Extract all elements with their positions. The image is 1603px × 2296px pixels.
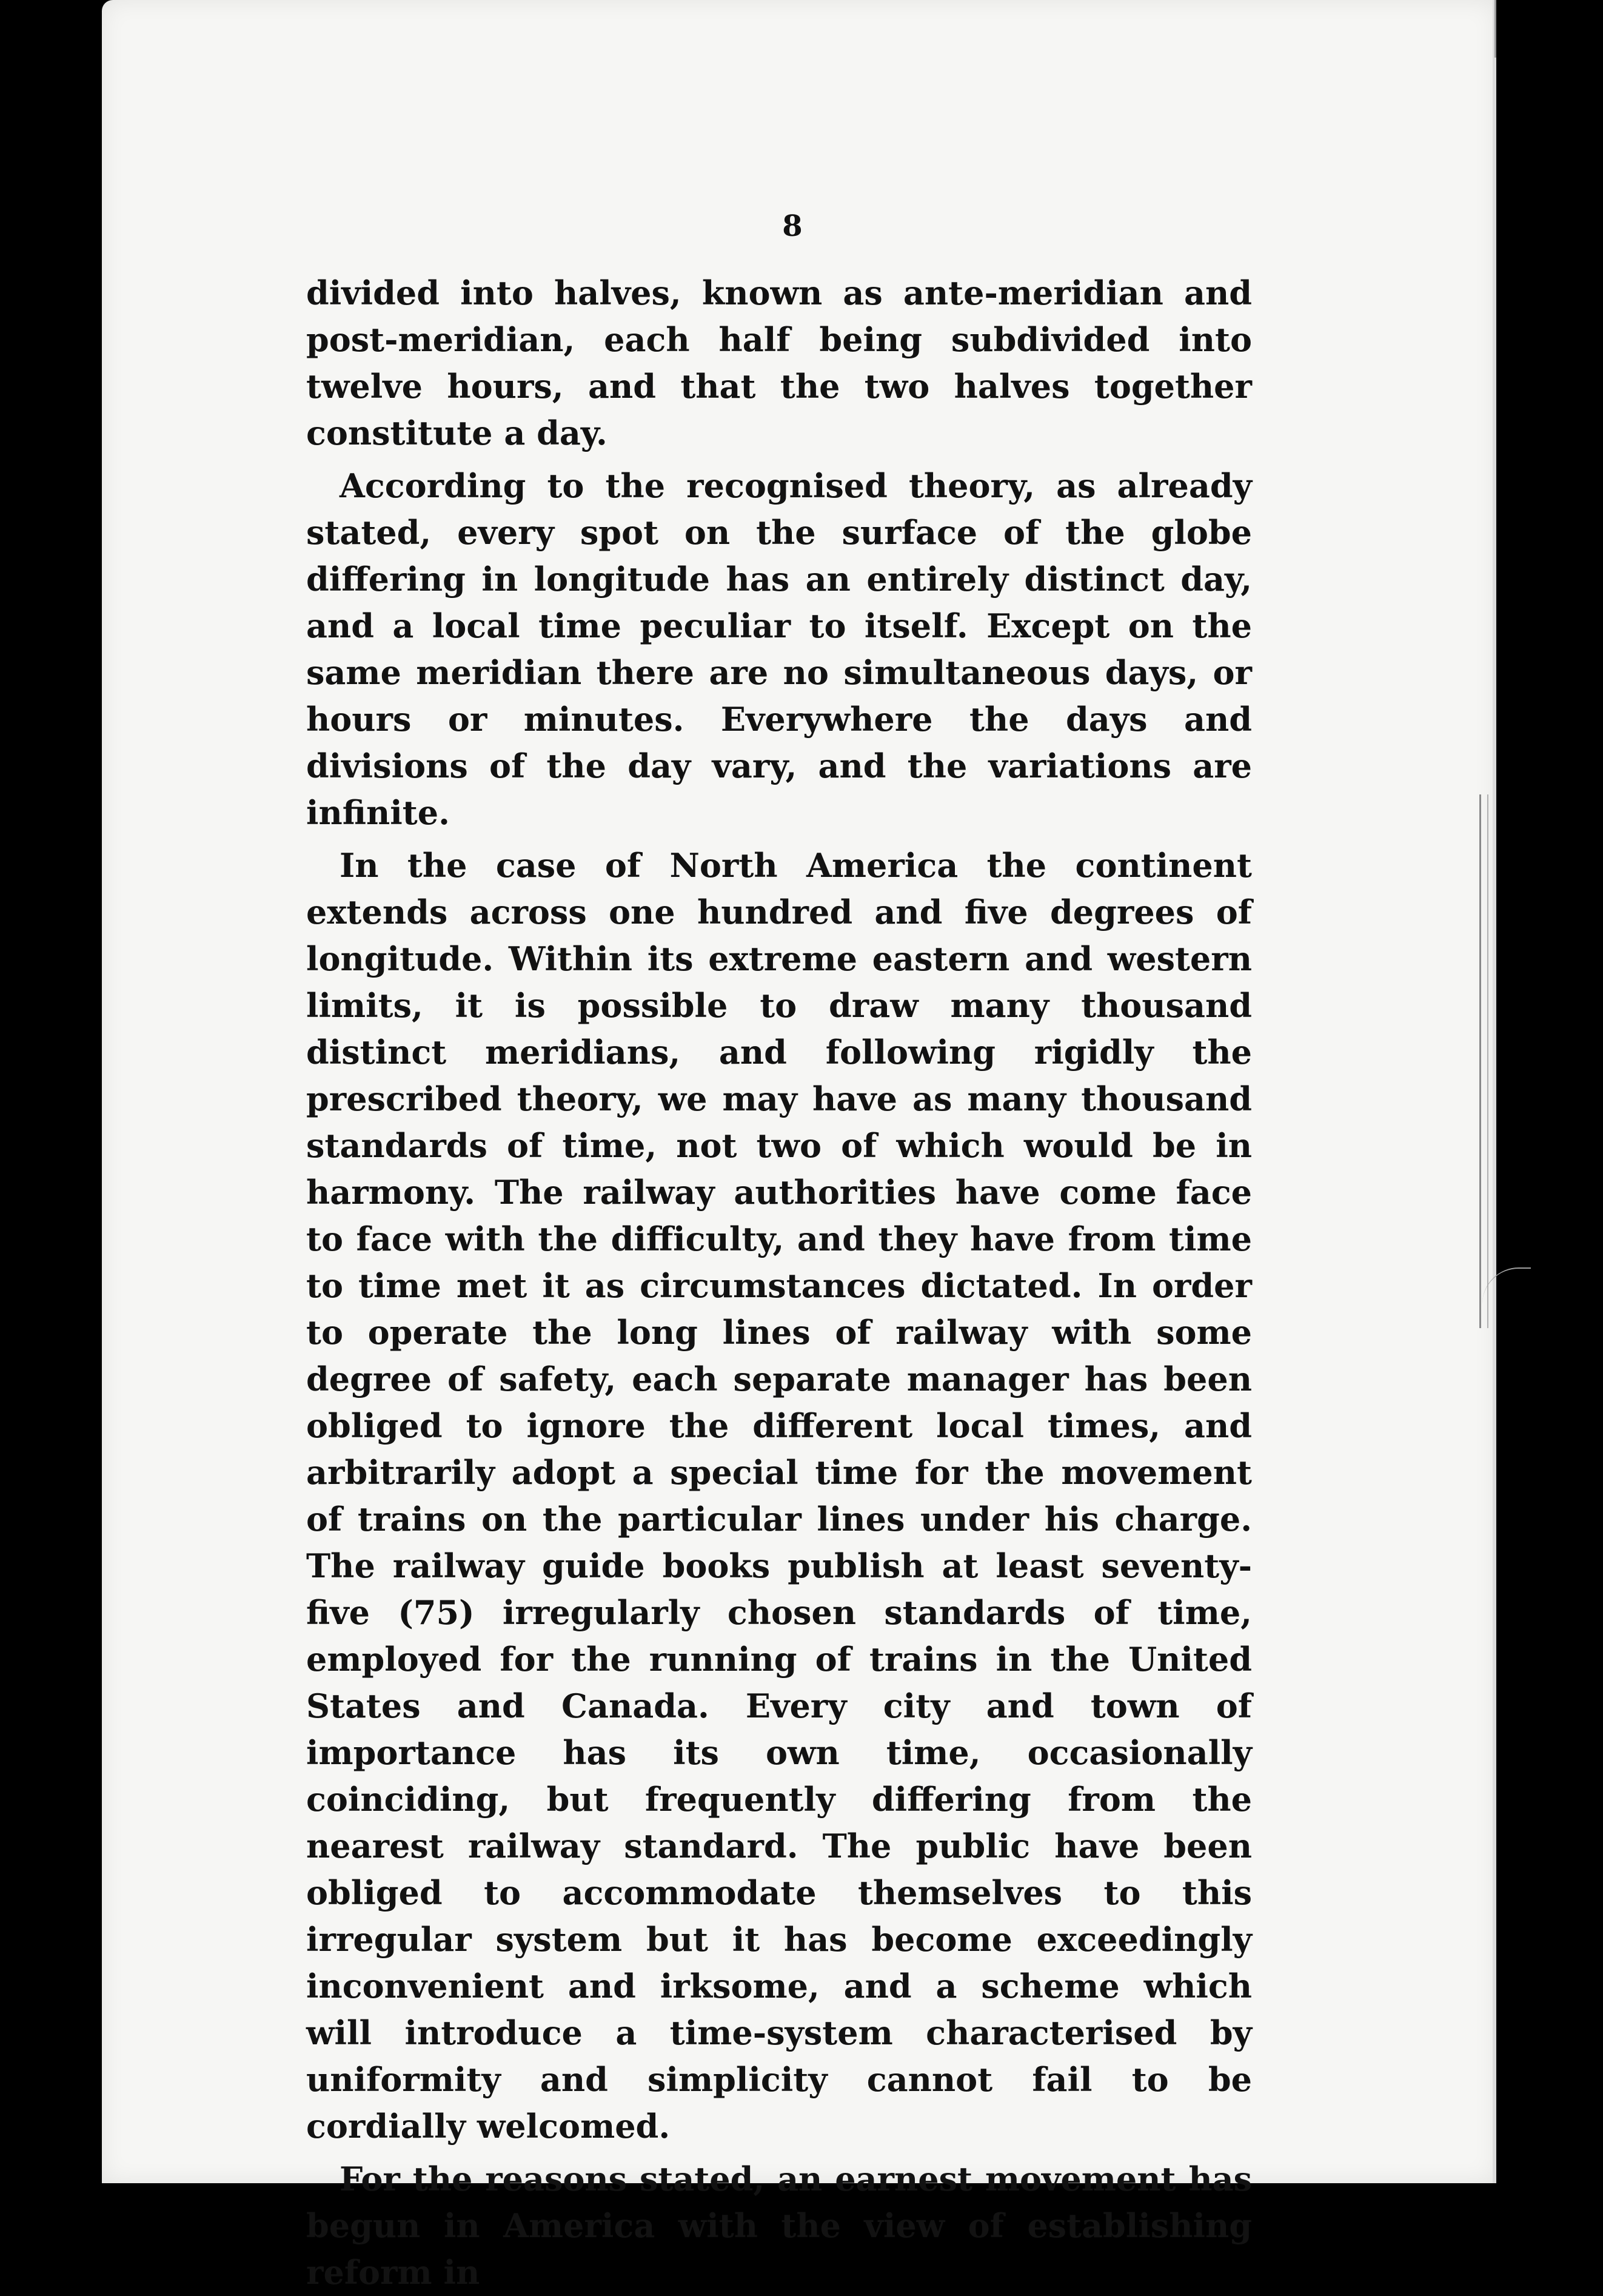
paragraph-4: For the reasons stated, an earnest movement has begun in America with the view of establishing reform in [306,2160,1252,2292]
margin-pencil-line [1479,794,1488,1328]
page-edge-mark [1494,0,1496,58]
paragraph-1: divided into halves, known as ante-meridian and post-meridian, each half being subdivided into twelve hours, and that the two halves together constitute a day. [306,274,1252,452]
page-number: 8 [782,209,803,243]
body-text [306,270,1252,2296]
page-edge [1493,0,1496,2183]
paragraph-3: In the case of North America the continent extends across one hundred and five degrees of longitude. Within its extreme eastern and western limits, it is possible to draw many thousand distinct meridians, and following rigidly the prescribed theory, we may have as many thousand standards of time, not two of which would be in harmony. The railway authorities have come face to face with the difficulty, and they have from time to time met it as circumstances dictated. In order to operate the long lines of railway with some degree of safety, each separate manager has been obliged to ignore the different local times, and arbitrarily adopt a special time for the movement of trains on the particular lines under his charge. The railway guide books publish at least seventy-five (75) irregularly chosen standards of time, employed for the running of trains in the United States and Canada. Every city and town of importance has its own time, occasionally coinciding, but frequently differing from the nearest railway standard. The public have been obliged to accommodate themselves to this irregular system but it has become exceedingly inconvenient and irksome, and a scheme which will introduce a time-system characterised by uniformity and simplicity cannot fail to be cordially welcomed. [306,846,1252,2146]
paragraph-2: According to the recognised theory, as already stated, every spot on the surface of the globe differing in longitude has an entirely distinct day, and a local time peculiar to itself. Except on the same meridian there are no simultaneous days, or hours or minutes. Everywhere the days and divisions of the day vary, and the variations are infinite. [306,466,1252,832]
